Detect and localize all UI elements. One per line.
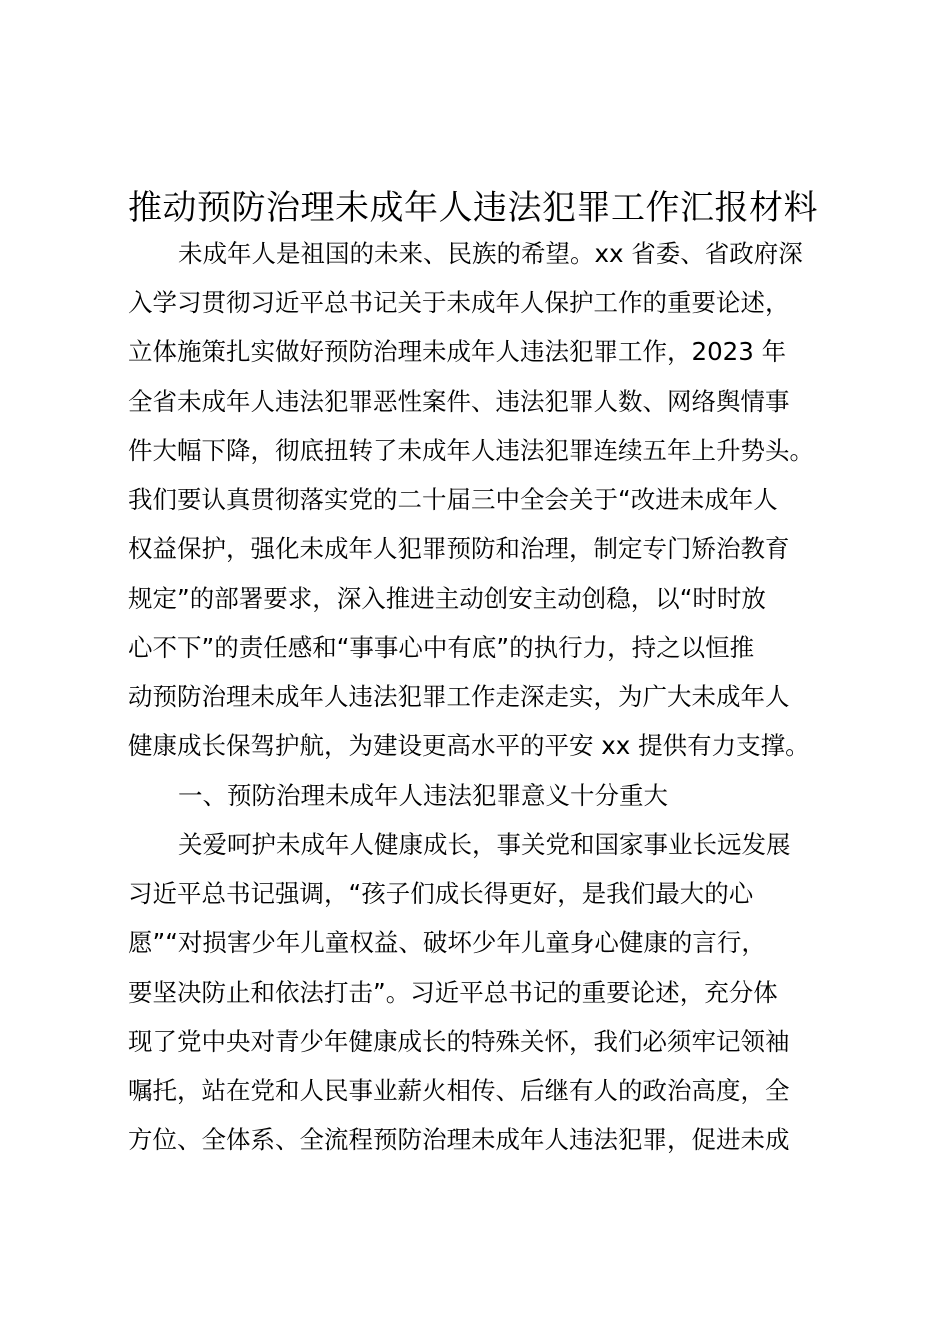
paragraph-line: 健康成长保驾护航，为建设更高水平的平安 xx 提供有力支撑。 — [128, 731, 810, 760]
paragraph-line: 现了党中央对青少年健康成长的特殊关怀，我们必须牢记领袖 — [128, 1027, 790, 1056]
paragraph-line: 要坚决防止和依法打击”。习近平总书记的重要论述，充分体 — [128, 978, 778, 1007]
paragraph-line: 方位、全体系、全流程预防治理未成年人违法犯罪，促进未成 — [128, 1125, 790, 1154]
paragraph-line: 规定”的部署要求，深入推进主动创安主动创稳，以“时时放 — [128, 584, 766, 613]
paragraph-line: 愿”“对损害少年儿童权益、破坏少年儿童身心健康的言行， — [128, 928, 766, 957]
paragraph-line: 动预防治理未成年人违法犯罪工作走深走实，为广大未成年人 — [128, 682, 790, 711]
paragraph-line: 全省未成年人违法犯罪恶性案件、违法犯罪人数、网络舆情事 — [128, 387, 790, 416]
paragraph-line: 关爱呵护未成年人健康成长，事关党和国家事业长远发展 — [178, 830, 791, 859]
paragraph-line: 习近平总书记强调，“孩子们成长得更好，是我们最大的心 — [128, 879, 754, 908]
paragraph-line: 件大幅下降，彻底扭转了未成年人违法犯罪连续五年上升势头。 — [128, 436, 814, 465]
paragraph-line: 立体施策扎实做好预防治理未成年人违法犯罪工作，2023 年 — [128, 337, 787, 366]
paragraph-line: 入学习贯彻习近平总书记关于未成年人保护工作的重要论述， — [128, 288, 790, 317]
paragraph-line: 我们要认真贯彻落实党的二十届三中全会关于“改进未成年人 — [128, 485, 778, 514]
paragraph-line: 未成年人是祖国的未来、民族的希望。xx 省委、省政府深 — [178, 239, 803, 268]
paragraph-line: 心不下”的责任感和“事事心中有底”的执行力，持之以恒推 — [128, 633, 755, 662]
paragraph-line: 嘱托，站在党和人民事业薪火相传、后继有人的政治高度，全 — [128, 1076, 790, 1105]
paragraph-line: 权益保护，强化未成年人犯罪预防和治理，制定专门矫治教育 — [128, 534, 790, 563]
document-title: 推动预防治理未成年人违法犯罪工作汇报材料 — [128, 188, 818, 228]
section-heading: 一、预防治理未成年人违法犯罪意义十分重大 — [178, 781, 668, 810]
